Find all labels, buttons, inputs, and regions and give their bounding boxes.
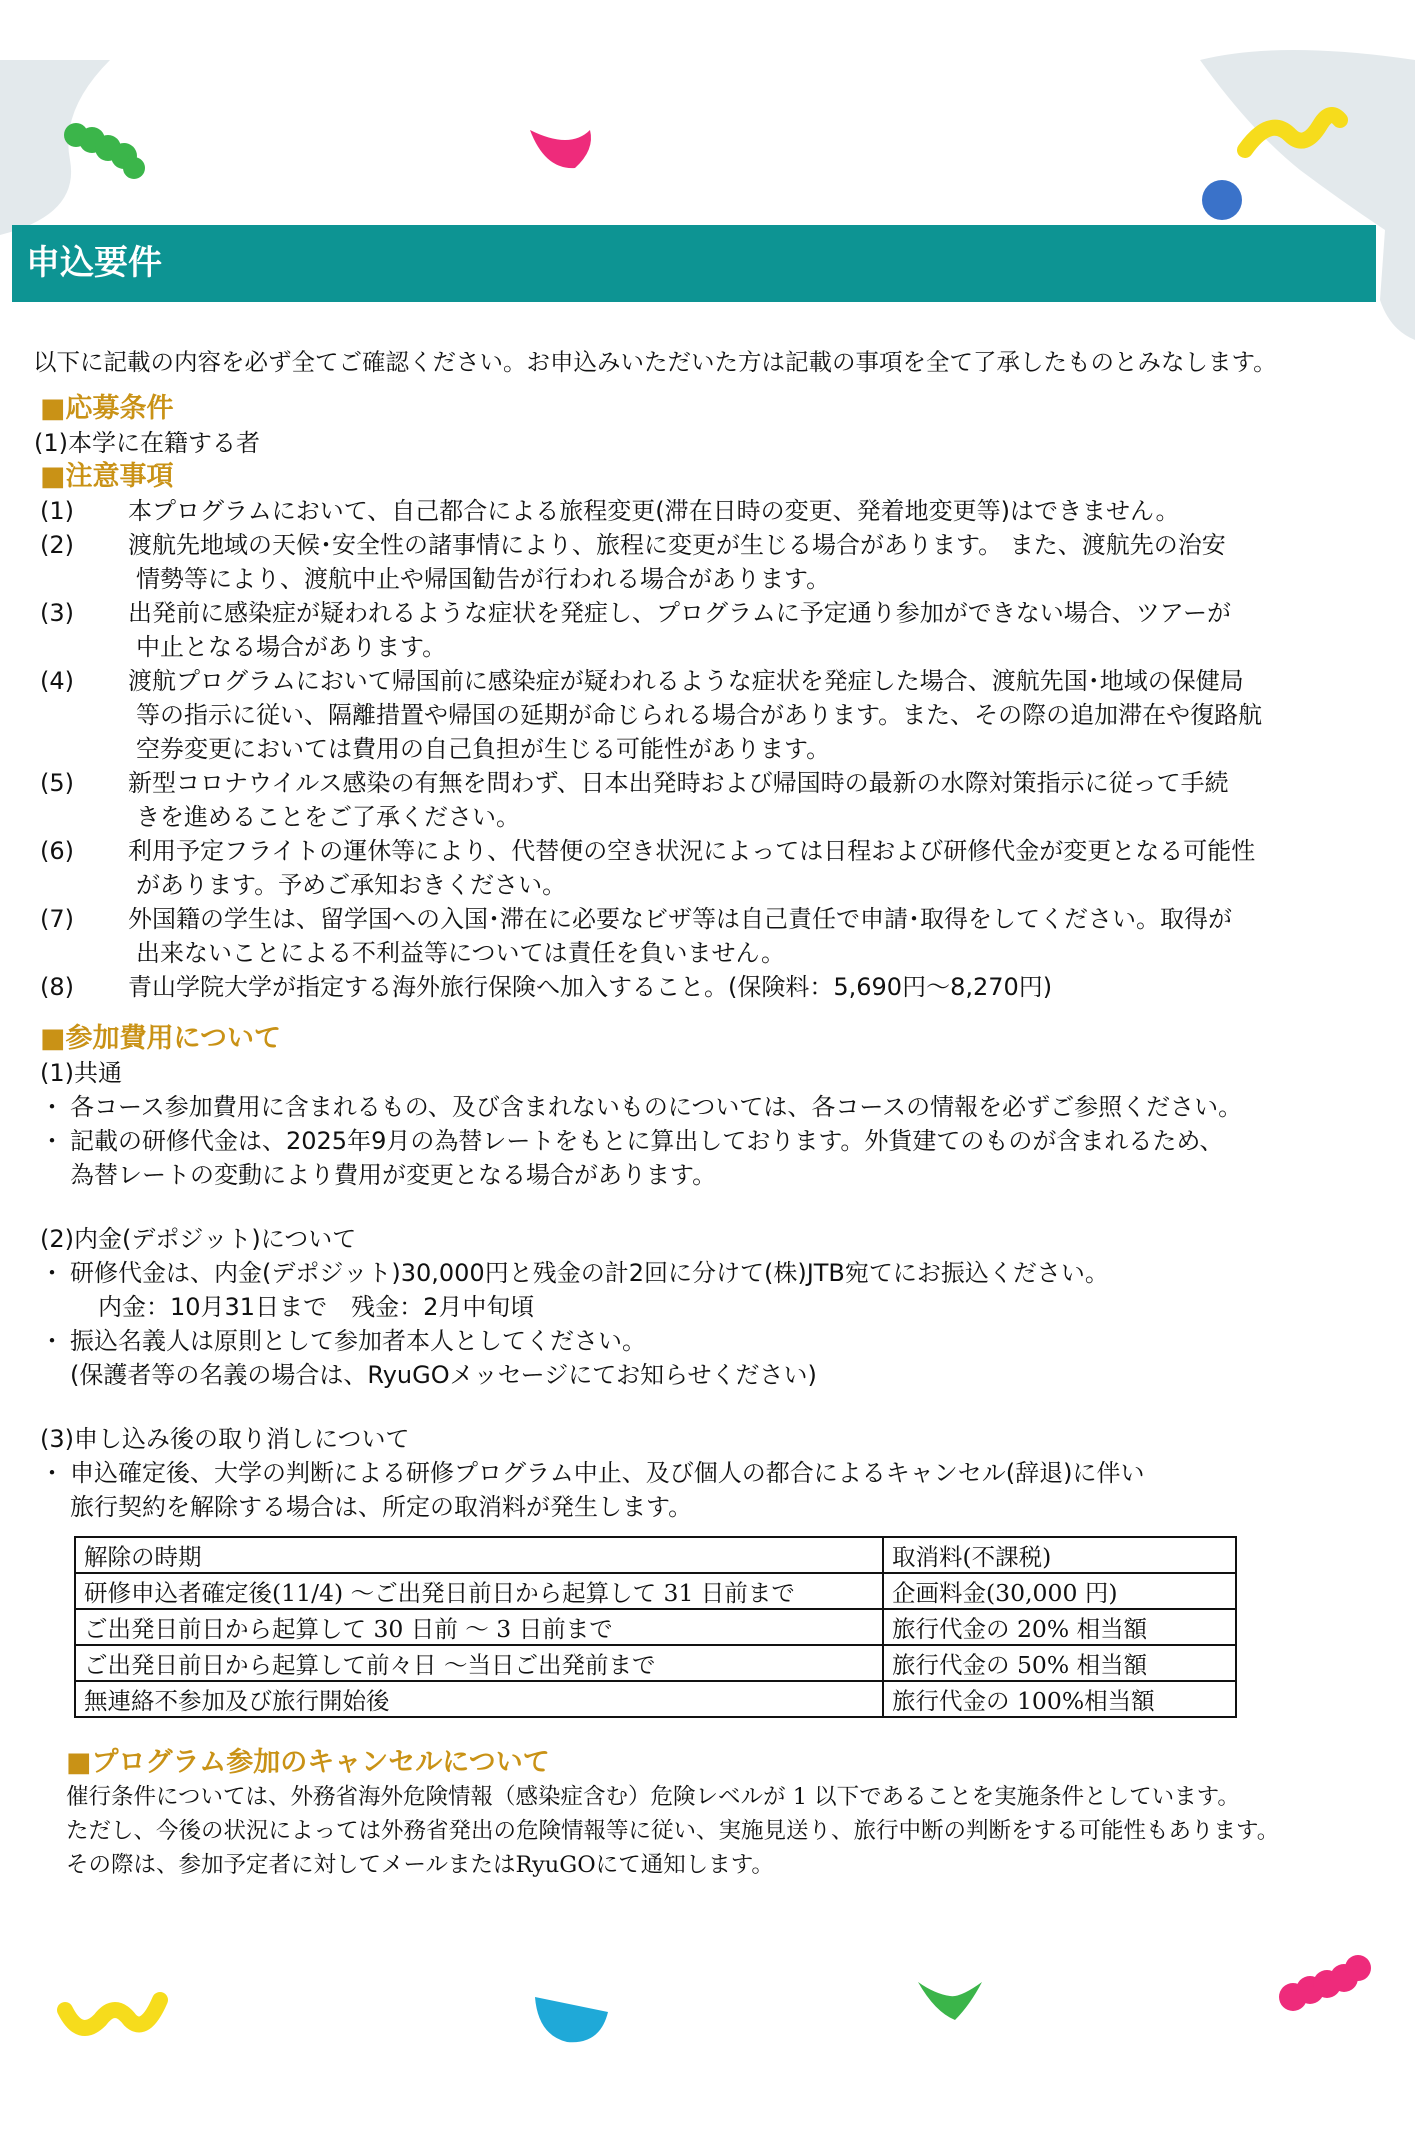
notice-line: 情勢等により、渡航中止や帰国勧告が行われる場合があります。 — [136, 565, 831, 593]
notice-line: 等の指示に従い、隔離措置や帰国の延期が命じられる場合があります。また、その際の追加滞在や復路航 — [136, 701, 1263, 729]
notice-number: (4) — [40, 667, 74, 695]
fees-deposit-bullets — [40, 1256, 1360, 1392]
notice-line: 利用予定フライトの運休等により、代替便の空き状況によっては日程および研修代金が変更となる可能性 — [128, 837, 1256, 865]
notice-line: 本プログラムにおいて、自己都合による旅程変更(滞在日時の変更、発着地変更等)はできません。 — [128, 497, 1180, 525]
bullet-dot: ・ — [40, 1459, 64, 1487]
bullet-item — [40, 1456, 1360, 1524]
fees-deposit-heading: (2)内金(デポジット)について — [40, 1225, 357, 1253]
notice-item — [40, 970, 1360, 1004]
bullet-text — [70, 1256, 1109, 1324]
bullet-dot: ・ — [40, 1127, 64, 1155]
bullet-dot: ・ — [40, 1093, 64, 1121]
table-header-cell: 取消料(不課税) — [883, 1537, 1236, 1573]
bullet-item — [40, 1090, 1360, 1124]
notice-number: (2) — [40, 531, 74, 559]
fees-cancellation-bullets — [40, 1456, 1360, 1524]
notice-item — [40, 494, 1360, 528]
notice-line: きを進めることをご了承ください。 — [136, 803, 520, 831]
bullet-text — [70, 1456, 1144, 1524]
program-cancel-line: 催行条件については、外務省海外危険情報（感染症含む）危険レベルが 1 以下であることを実施条件としています。 — [66, 1784, 1240, 1810]
table-cell: 旅行代金の 100%相当額 — [883, 1681, 1236, 1717]
notice-item — [40, 528, 1360, 596]
fees-cancellation-heading: (3)申し込み後の取り消しについて — [40, 1425, 410, 1453]
notice-text — [128, 596, 1360, 664]
bullet-item — [40, 1256, 1360, 1324]
bullet-line: 研修代金は、内金(デポジット)30,000円と残金の計2回に分けて(株)JTB宛てにお振込ください。 — [70, 1259, 1109, 1287]
notice-line: があります。予めご承知おきください。 — [136, 871, 567, 899]
table-row — [75, 1681, 1236, 1717]
bullet-line: 記載の研修代金は、2025年9月の為替レートをもとに算出しております。外貨建てのものが含まれるため、 — [70, 1127, 1224, 1155]
notice-line: 新型コロナウイルス感染の有無を問わず、日本出発時および帰国時の最新の水際対策指示に従って手続 — [128, 769, 1229, 797]
notice-line: 出発前に感染症が疑われるような症状を発症し、プログラムに予定通り参加ができない場合、ツアーが — [128, 599, 1232, 627]
bullet-dot: ・ — [40, 1327, 64, 1355]
notice-text — [128, 902, 1360, 970]
green-leaf-bottom-icon — [918, 1982, 982, 2020]
bullet-line: (保護者等の名義の場合は、RyuGOメッセージにてお知らせください) — [70, 1361, 817, 1389]
notices-list — [40, 494, 1360, 1004]
table-cell: ご出発日前日から起算して 30 日前 ～ 3 日前まで — [75, 1609, 883, 1645]
blue-dot-icon — [1202, 180, 1242, 220]
bullet-item — [40, 1124, 1360, 1192]
notice-text — [128, 766, 1360, 834]
cyan-half-circle-icon — [535, 1997, 608, 2042]
notice-number: (5) — [40, 769, 74, 797]
eligibility-item: (1)本学に在籍する者 — [34, 429, 260, 457]
notice-number: (8) — [40, 973, 74, 1001]
fees-title: ■参加費用について — [40, 1023, 281, 1054]
program-cancel-line: ただし、今後の状況によっては外務省発出の危険情報等に従い、実施見送り、旅行中断の判断をする可能性もあります。 — [66, 1818, 1280, 1844]
notice-text — [128, 664, 1360, 766]
notice-text — [128, 494, 1360, 528]
notice-number: (7) — [40, 905, 74, 933]
program-cancel-section — [66, 1746, 1360, 1882]
bullet-text — [70, 1124, 1223, 1192]
bullet-line: 振込名義人は原則として参加者本人としてください。 — [70, 1327, 646, 1355]
notice-text — [128, 528, 1360, 596]
table-row — [75, 1645, 1236, 1681]
notice-line: 空券変更においては費用の自己負担が生じる可能性があります。 — [136, 735, 831, 763]
bullet-line: 旅行契約を解除する場合は、所定の取消料が発生します。 — [70, 1493, 693, 1521]
pink-leaf-top-icon — [530, 130, 591, 168]
notice-item — [40, 766, 1360, 834]
header-title: 申込要件 — [26, 243, 162, 283]
notice-item — [40, 902, 1360, 970]
notice-line: 外国籍の学生は、留学国への入国･滞在に必要なビザ等は自己責任で申請･取得をしてください。取得が — [128, 905, 1232, 933]
intro-text: 以下に記載の内容を必ず全てご確認ください。お申込みいただいた方は記載の事項を全て了承したものとみなします。 — [33, 348, 1277, 376]
notice-number: (3) — [40, 599, 74, 627]
table-cell: 旅行代金の 20% 相当額 — [883, 1609, 1236, 1645]
bullet-dot: ・ — [40, 1259, 64, 1287]
notice-number: (6) — [40, 837, 74, 865]
notice-line: 中止となる場合があります。 — [136, 633, 447, 661]
notice-item — [40, 596, 1360, 664]
table-header-cell: 解除の時期 — [75, 1537, 883, 1573]
eligibility-title: ■応募条件 — [40, 393, 174, 424]
notice-line: 出来ないことによる不利益等については責任を負いません。 — [136, 939, 785, 967]
bullet-text — [70, 1090, 1242, 1124]
bullet-line: 為替レートの変動により費用が変更となる場合があります。 — [70, 1161, 717, 1189]
pink-squiggle-bottom-icon — [1279, 1955, 1371, 2011]
notice-number: (1) — [40, 497, 74, 525]
green-squiggle-top-icon — [64, 123, 145, 179]
notice-line: 渡航プログラムにおいて帰国前に感染症が疑われるような症状を発症した場合、渡航先国･地域の保健局 — [128, 667, 1244, 695]
cancellation-fee-table — [74, 1536, 1237, 1718]
notice-line: 渡航先地域の天候･安全性の諸事情により、旅程に変更が生じる場合があります。 また、渡航先の治安 — [128, 531, 1226, 559]
table-row — [75, 1573, 1236, 1609]
table-header-row — [75, 1537, 1236, 1573]
notice-line: 青山学院大学が指定する海外旅行保険へ加入すること。(保険料：5,690円～8,270円) — [128, 973, 1053, 1001]
bullet-line: 各コース参加費用に含まれるもの、及び含まれないものについては、各コースの情報を必ずご参照ください。 — [70, 1093, 1243, 1121]
fees-common-heading: (1)共通 — [40, 1059, 122, 1087]
table-cell: ご出発日前日から起算して前々日 ～当日ご出発前まで — [75, 1645, 883, 1681]
section-header — [12, 225, 1376, 302]
table-cell: 企画料金(30,000 円) — [883, 1573, 1236, 1609]
notices-title: ■注意事項 — [40, 461, 174, 492]
main-content — [34, 392, 1360, 1882]
program-cancel-line: その際は、参加予定者に対してメールまたはRyuGOにて通知します。 — [66, 1852, 774, 1878]
bullet-text — [70, 1324, 817, 1392]
notice-text — [128, 834, 1360, 902]
notice-item — [40, 664, 1360, 766]
bullet-line: 内金：10月31日まで 残金：2月中旬頃 — [98, 1293, 535, 1321]
fees-common-bullets — [40, 1090, 1360, 1192]
notice-item — [40, 834, 1360, 902]
table-row — [75, 1609, 1236, 1645]
bullet-item — [40, 1324, 1360, 1392]
program-cancel-title: ■プログラム参加のキャンセルについて — [66, 1747, 550, 1778]
bullet-line: 申込確定後、大学の判断による研修プログラム中止、及び個人の都合によるキャンセル(辞退)に伴い — [70, 1459, 1145, 1487]
table-cell: 研修申込者確定後(11/4) ～ご出発日前日から起算して 31 日前まで — [75, 1573, 883, 1609]
yellow-squiggle-bottom-icon — [65, 2000, 160, 2028]
table-cell: 無連絡不参加及び旅行開始後 — [75, 1681, 883, 1717]
table-cell: 旅行代金の 50% 相当額 — [883, 1645, 1236, 1681]
notice-text — [128, 970, 1360, 1004]
